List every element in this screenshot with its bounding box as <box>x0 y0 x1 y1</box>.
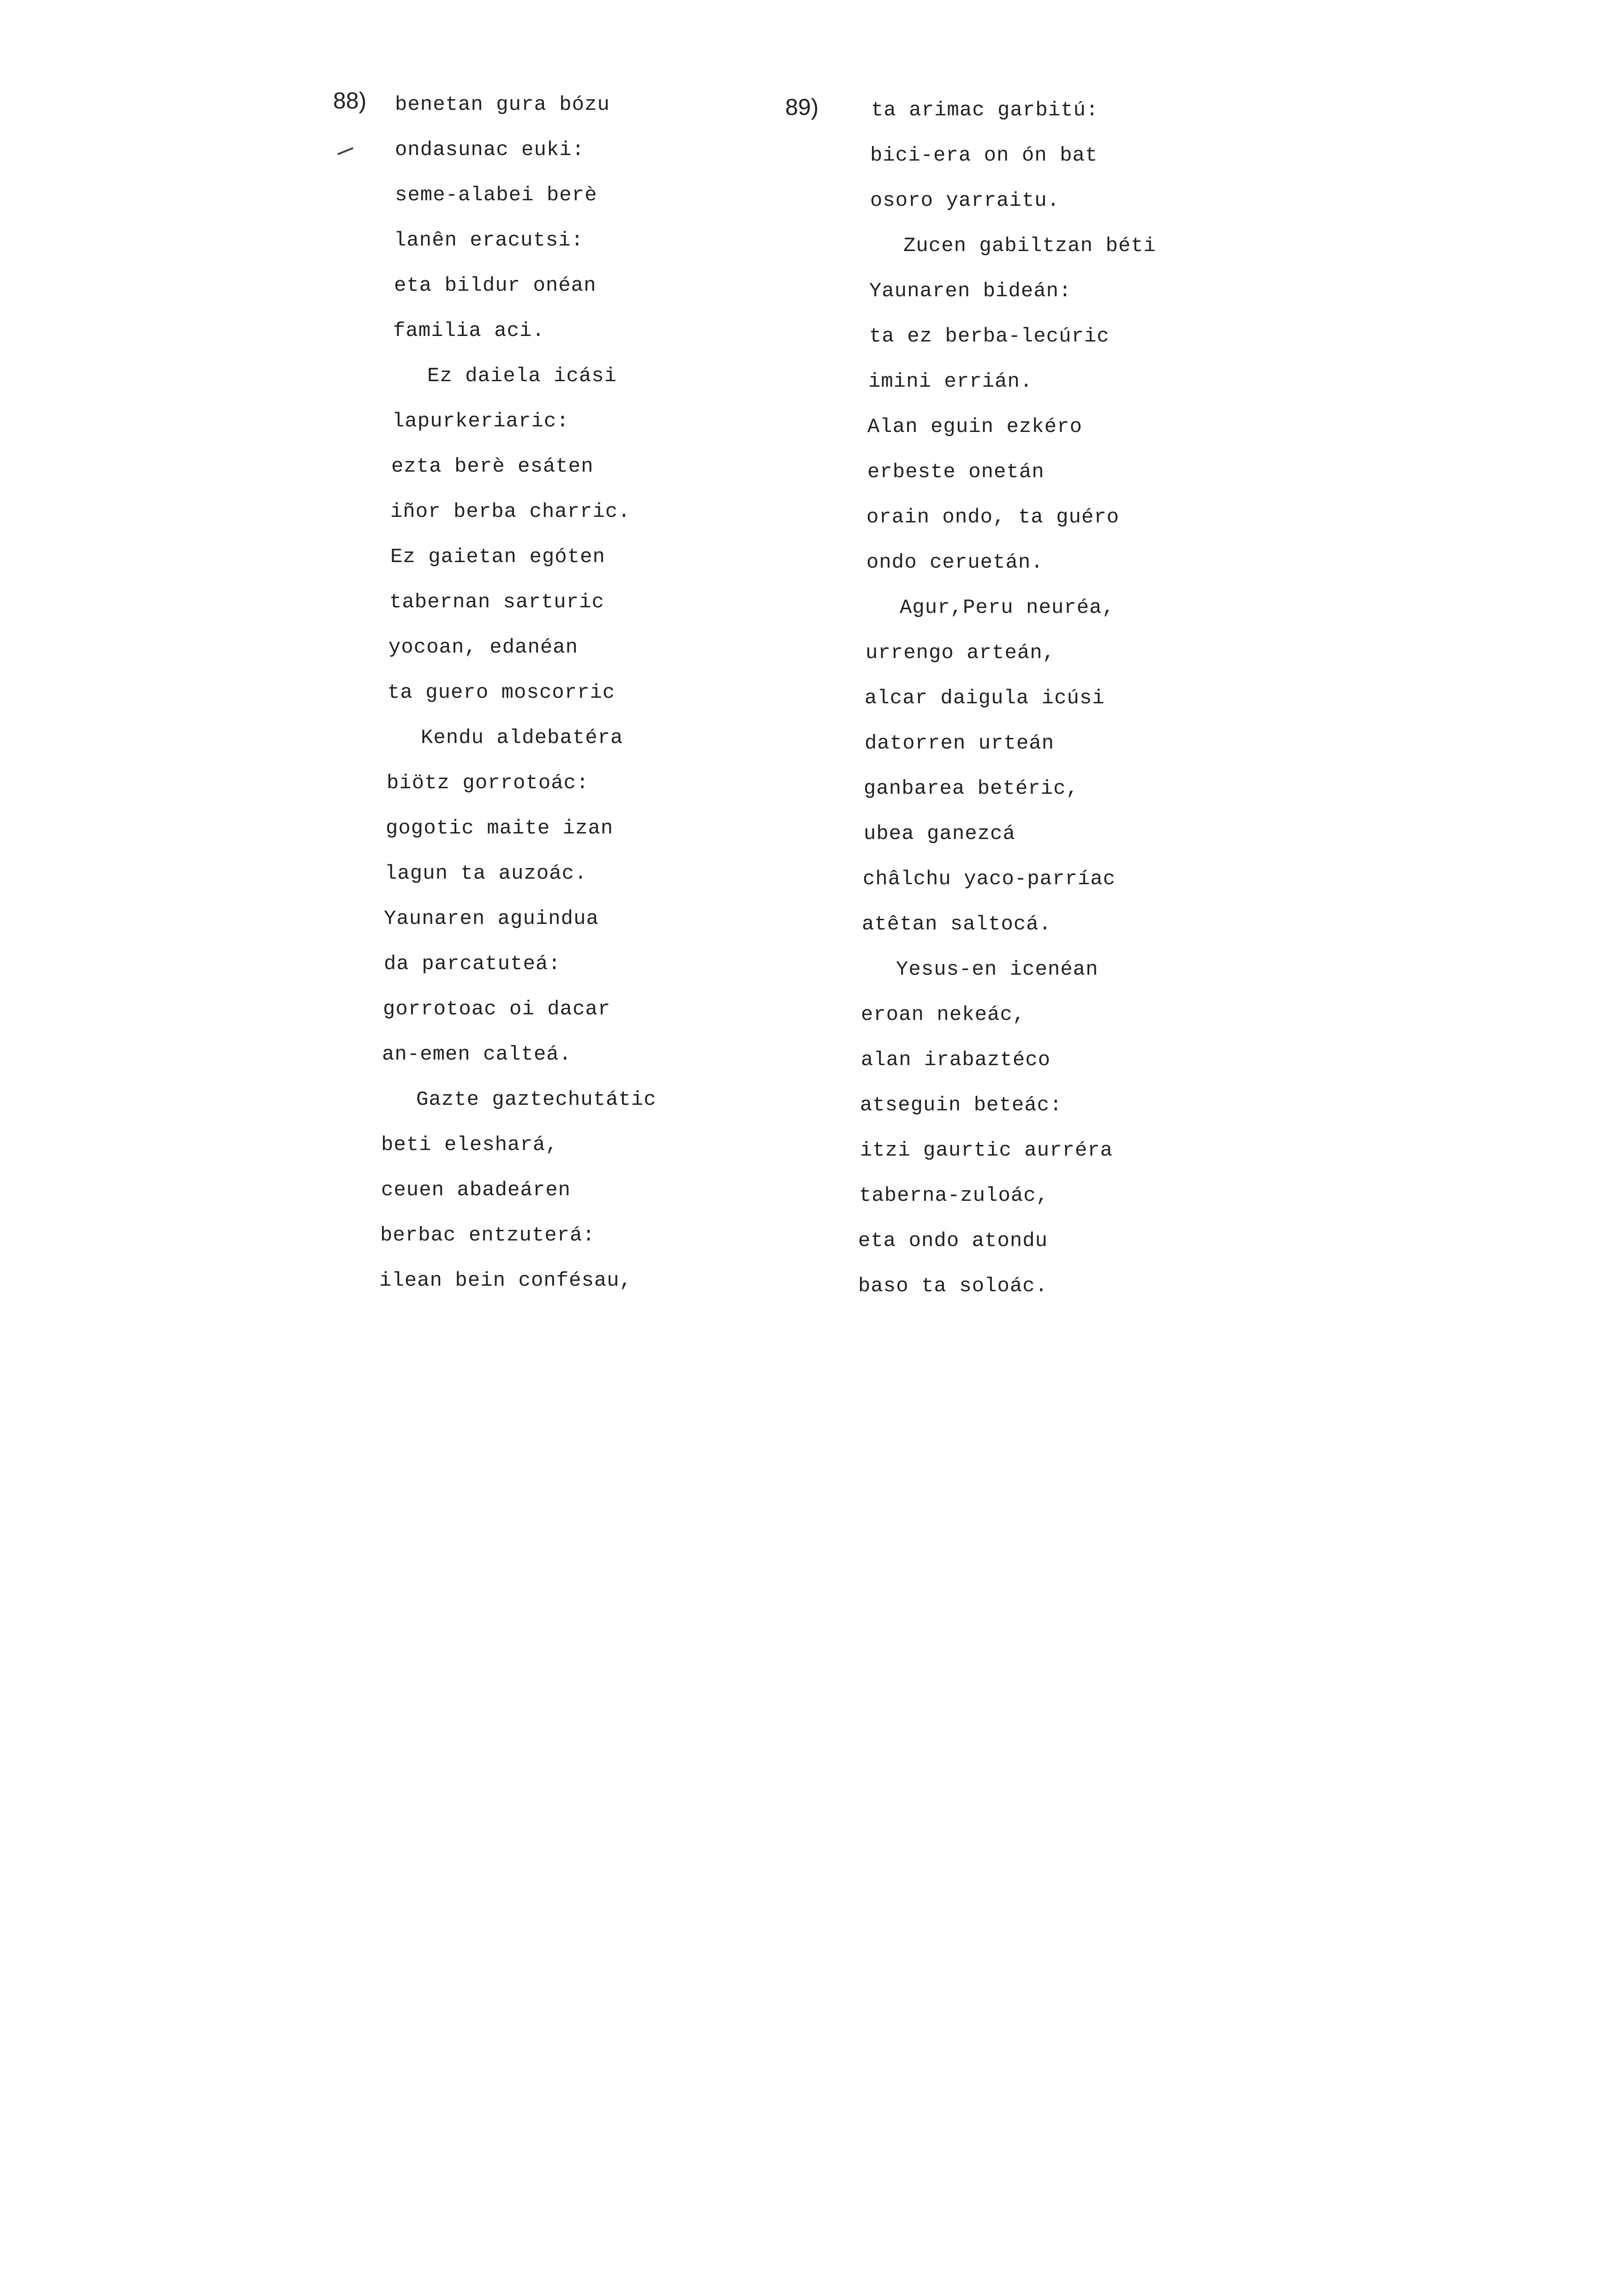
verse-line: imini errián. <box>868 370 1033 393</box>
verse-line: ta arimac garbitú: <box>871 99 1099 122</box>
verse-line: Alan eguin ezkéro <box>867 415 1082 438</box>
verse-line: Yaunaren bideán: <box>869 280 1072 303</box>
verse-line: biötz gorrotoác: <box>387 772 589 795</box>
verse-line: an-emen calteá. <box>382 1043 572 1066</box>
verse-line: Agur,Peru neuréa, <box>900 596 1115 619</box>
verse-line: tabernan sarturic <box>389 591 604 614</box>
verse-line: ondo ceruetán. <box>866 551 1044 574</box>
verse-line: familia aci. <box>393 319 545 342</box>
verse-line: ondasunac euki: <box>395 138 585 162</box>
verse-line: lagun ta auzoác. <box>385 862 587 885</box>
verse-line: ilean bein confésau, <box>379 1269 633 1292</box>
verse-line: taberna-zuloác, <box>859 1184 1049 1207</box>
verse-line: alcar daigula icúsi <box>865 687 1105 710</box>
verse-line: châlchu yaco-parríac <box>863 868 1116 891</box>
verse-line: itzi gaurtic aurréra <box>860 1139 1113 1162</box>
verse-line: benetan gura bózu <box>395 93 610 116</box>
verse-line: ceuen abadeáren <box>381 1179 571 1202</box>
verse-line: ezta berè esáten <box>391 455 594 478</box>
verse-line: erbeste onetán <box>867 461 1045 484</box>
verse-line: baso ta soloác. <box>858 1275 1048 1298</box>
verse-line: alan irabaztéco <box>861 1049 1051 1072</box>
verse-line: osoro yarraitu. <box>870 189 1060 212</box>
verse-line: yocoan, edanéan <box>388 636 579 659</box>
verse-line: atêtan saltocá. <box>862 913 1052 936</box>
verse-line: urrengo arteán, <box>866 641 1056 665</box>
verse-line: eroan nekeác, <box>861 1003 1026 1026</box>
verse-line: ganbarea betéric, <box>864 777 1079 800</box>
check-mark-icon <box>335 141 353 155</box>
verse-line: Yaunaren aguindua <box>384 907 599 930</box>
verse-line: gogotic maite izan <box>386 817 614 840</box>
verse-line: eta ondo atondu <box>858 1229 1048 1252</box>
verse-line: Zucen gabiltzan béti <box>903 234 1157 258</box>
verse-line: Ez gaietan egóten <box>390 545 605 569</box>
stanza-number-right: 89) <box>785 94 819 120</box>
verse-line: lanên eracutsi: <box>394 229 584 252</box>
verse-line: bici-era on ón bat <box>870 144 1098 167</box>
verse-line: Kendu aldebatéra <box>421 726 623 749</box>
stanza-number-left: 88) <box>333 88 367 114</box>
verse-line: berbac entzuterá: <box>380 1224 595 1247</box>
verse-line: beti eleshará, <box>381 1133 558 1156</box>
verse-line: lapurkeriaric: <box>392 410 569 433</box>
verse-line: iñor berba charric. <box>390 500 631 523</box>
verse-line: gorrotoac oi dacar <box>383 998 611 1021</box>
verse-line: ta guero moscorric <box>388 681 615 704</box>
verse-line: ubea ganezcá <box>864 822 1015 845</box>
verse-line: datorren urteán <box>865 732 1055 755</box>
verse-line: atseguin beteác: <box>860 1094 1063 1117</box>
verse-line: seme-alabei berè <box>395 184 597 207</box>
verse-line: eta bildur onéan <box>394 274 597 297</box>
verse-line: da parcatuteá: <box>384 953 561 976</box>
verse-line: Gazte gaztechutátic <box>416 1088 657 1111</box>
verse-line: orain ondo, ta guéro <box>866 506 1120 529</box>
verse-line: ta ez berba-lecúric <box>869 325 1110 348</box>
verse-line: Ez daiela icási <box>427 365 617 388</box>
verse-line: Yesus-en icenéan <box>896 958 1099 981</box>
